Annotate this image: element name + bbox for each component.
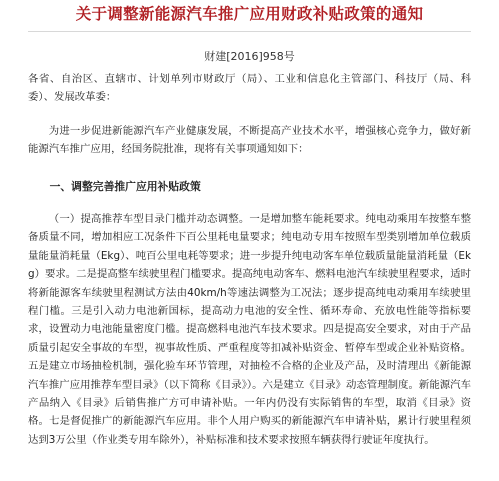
intro-paragraph: 为进一步促进新能源汽车产业健康发展，不断提高产业技术水平，增强核心竞争力，做好新能源汽车推广应用，经国务院批准，现将有关事项通知如下： — [28, 125, 471, 156]
page-title: 关于调整新能源汽车推广应用财政补贴政策的通知 — [75, 5, 424, 23]
document-number: 财建[2016]958号 — [204, 50, 295, 63]
title-divider — [28, 31, 471, 32]
section-heading: 一、调整完善推广应用补贴政策 — [49, 180, 201, 193]
body-paragraph: （一）提高推荐车型目录门槛并动态调整。一是增加整车能耗要求。纯电动乘用车按整车整备质量不同，增加相应工况条件下百公里耗电量要求；纯电动专用车按照车型类别增加单位载质量能量消耗量（Ekg）、吨百公里电耗等要求；进一步提升纯电动客车单位载质量能量消耗量（Ekg）要求。二是提高整车续驶里程门槛要求。提高纯电动客车、燃料电池汽车续驶里程要求，适时将新能源客车续驶里程测试方法由40km/h等速法调整为工况法；逐步提高纯电动乘用车续驶里程门槛。三是引入动力电池新国标，提高动力电池的安全性、循环寿命、充放电性能等指标要求，设置动力电池能量密度门槛。提高燃料电池汽车技术要求。四是提高安全要求，对由于产品质量引起安全事故的车型，视事故性质、严重程度等扣减补贴资金、暂停车型或企业补贴资格。五是建立市场抽检机制，强化验车环节管理，对抽检不合格的企业及产品，及时清理出《新能源汽车推广应用推荐车型目录》（以下简称《目录》）。六是建立《目录》动态管理制度。新能源汽车产品纳入《目录》后销售推广方可申请补贴。一年内仍没有实际销售的车型，取消《目录》资格。七是督促推广的新能源汽车应用。非个人用户购买的新能源汽车申请补贴，累计行驶里程须达到3万公里（作业类专用车除外），补贴标准和技术要求按照车辆获得行驶证年度执行。 — [28, 213, 471, 446]
addressee-paragraph: 各省、自治区、直辖市、计划单列市财政厅（局）、工业和信息化主管部门、科技厅（局、科委）、发展改革委： — [28, 73, 471, 104]
